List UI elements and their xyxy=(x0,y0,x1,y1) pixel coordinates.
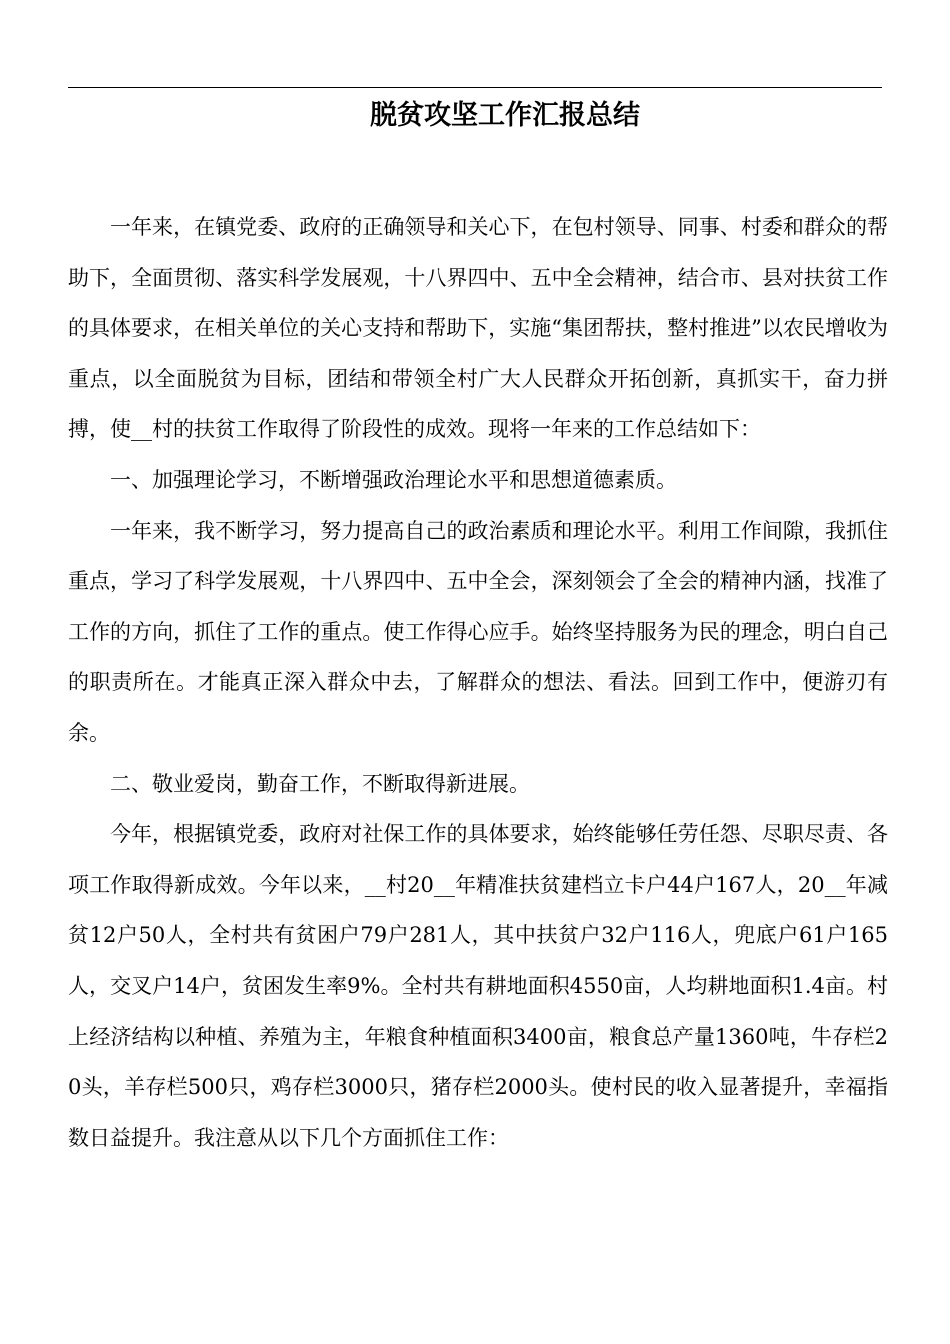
paragraph-work: 今年，根据镇党委，政府对社保工作的具体要求，始终能够任劳任怨、尽职尽责、各项工作取得新成效。今年以来，__村20__年精准扶贫建档立卡户44户167人，20__年减贫12户50人，全村共有贫困户79户281人，其中扶贫户32户116人，兜底户61户165人，交叉户14户，贫困发生率9%。全村共有耕地面积4550亩，人均耕地面积1.4亩。村上经济结构以种植、养殖为主，年粮食种植面积3400亩，粮食总产量1360吨，牛存栏20头，羊存栏500只，鸡存栏3000只，猪存栏2000头。使村民的收入显著提升，幸福指数日益提升。我注意从以下几个方面抓住工作： xyxy=(68,822,888,1150)
paragraph-intro: 一年来，在镇党委、政府的正确领导和关心下，在包村领导、同事、村委和群众的帮助下，全面贯彻、落实科学发展观，十八界四中、五中全会精神，结合市、县对扶贫工作的具体要求，在相关单位的关心支持和帮助下，实施“集团帮扶，整村推进”以农民增收为重点，以全面脱贫为目标，团结和带领全村广大人民群众开拓创新，真抓实干，奋力拼搏，使__村的扶贫工作取得了阶段性的成效。现将一年来的工作总结如下： xyxy=(68,215,888,442)
document-body xyxy=(68,202,888,1163)
section-heading-1: 一、加强理论学习，不断增强政治理论水平和思想道德素质。 xyxy=(110,467,677,492)
header-rule xyxy=(68,87,882,88)
document-title: 脱贫攻坚工作汇报总结 xyxy=(370,100,640,131)
paragraph-study: 一年来，我不断学习，努力提高自己的政治素质和理论水平。利用工作间隙，我抓住重点，学习了科学发展观，十八界四中、五中全会，深刻领会了全会的精神内涵，找准了工作的方向，抓住了工作的重点。使工作得心应手。始终坚持服务为民的理念，明白自己的职责所在。才能真正深入群众中去，了解群众的想法、看法。回到工作中，便游刃有余。 xyxy=(68,518,888,745)
section-heading-2: 二、敬业爱岗，勤奋工作，不断取得新进展。 xyxy=(110,771,530,796)
